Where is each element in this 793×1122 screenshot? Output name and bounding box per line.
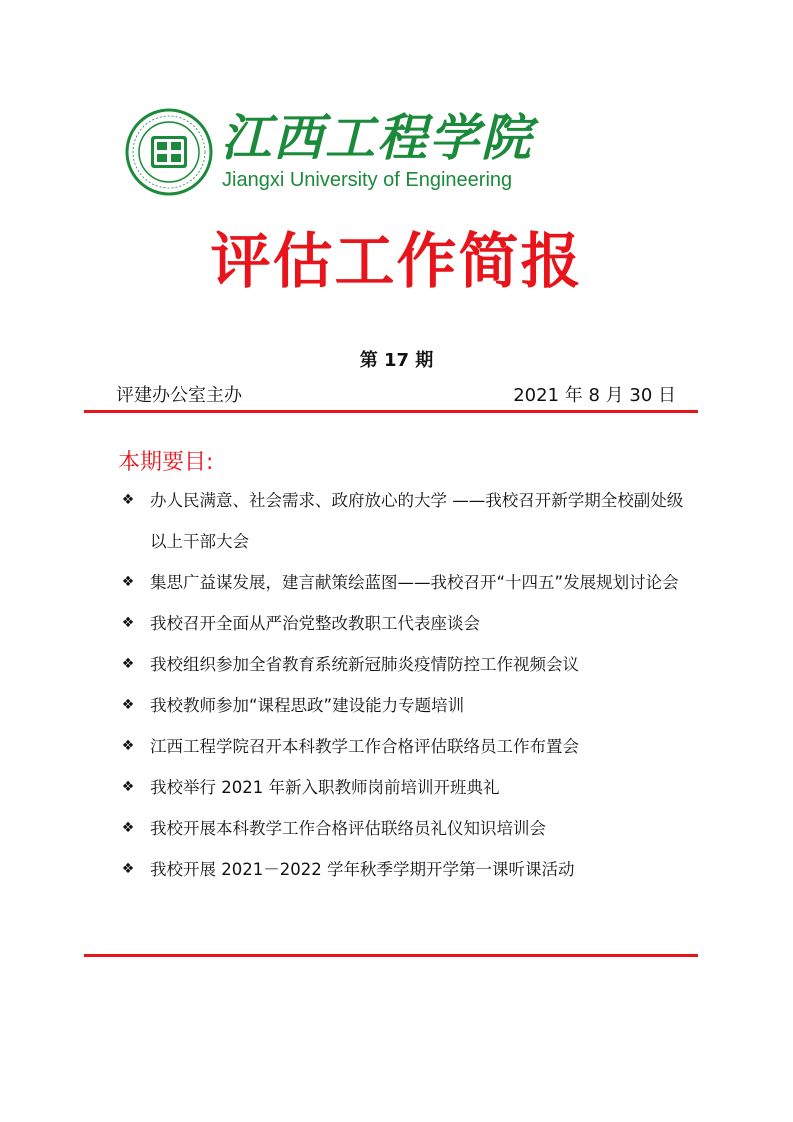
issue-number: 第 17 期 [359, 350, 434, 371]
toc-item[interactable] [116, 480, 686, 562]
toc-item-text: 我校组织参加全省教育系统新冠肺炎疫情防控工作视频会议 [150, 655, 579, 674]
organizer: 评建办公室主办 [116, 385, 242, 406]
publish-date: 2021 年 8 月 30 日 [513, 385, 676, 406]
toc-item[interactable] [116, 849, 686, 890]
toc-item-text: 办人民满意、社会需求、政府放心的大学 ——我校召开新学期全校副处级以上干部大会 [150, 491, 684, 551]
toc-item-text: 我校召开全面从严治党整改教职工代表座谈会 [150, 614, 480, 633]
school-name-cn: 江西工程学院 [221, 108, 533, 167]
toc-list [116, 480, 686, 890]
diamond-bullet-icon: ❖ [121, 574, 135, 590]
toc-item-text: 我校举行 2021 年新入职教师岗前培训开班典礼 [150, 778, 500, 797]
school-seal-icon [125, 108, 213, 196]
toc-item[interactable] [116, 603, 686, 644]
toc-item-text: 我校开展 2021－2022 学年秋季学期开学第一课听课活动 [150, 860, 575, 879]
school-name-en: Jiangxi University of Engineering [222, 169, 513, 191]
diamond-bullet-icon: ❖ [121, 738, 135, 754]
header-divider [84, 410, 698, 413]
toc-heading: 本期要目: [118, 450, 214, 475]
toc-item[interactable] [116, 767, 686, 808]
toc-item-text: 我校开展本科教学工作合格评估联络员礼仪知识培训会 [150, 819, 546, 838]
toc-item[interactable] [116, 685, 686, 726]
toc-item[interactable] [116, 808, 686, 849]
diamond-bullet-icon: ❖ [121, 492, 135, 508]
diamond-bullet-icon: ❖ [121, 779, 135, 795]
school-logo [125, 100, 533, 200]
toc-item[interactable] [116, 726, 686, 767]
bulletin-title: 评估工作简报 [210, 227, 583, 297]
diamond-bullet-icon: ❖ [121, 820, 135, 836]
toc-item-text: 我校教师参加“课程思政”建设能力专题培训 [150, 696, 465, 715]
toc-item-text: 集思广益谋发展，建言献策绘蓝图——我校召开“十四五”发展规划讨论会 [150, 573, 679, 592]
footer-divider [84, 954, 698, 957]
diamond-bullet-icon: ❖ [121, 615, 135, 631]
diamond-bullet-icon: ❖ [121, 697, 135, 713]
toc-item-text: 江西工程学院召开本科教学工作合格评估联络员工作布置会 [150, 737, 579, 756]
diamond-bullet-icon: ❖ [121, 861, 135, 877]
toc-item[interactable] [116, 562, 686, 603]
meta-row [116, 383, 676, 409]
diamond-bullet-icon: ❖ [121, 656, 135, 672]
toc-item[interactable] [116, 644, 686, 685]
